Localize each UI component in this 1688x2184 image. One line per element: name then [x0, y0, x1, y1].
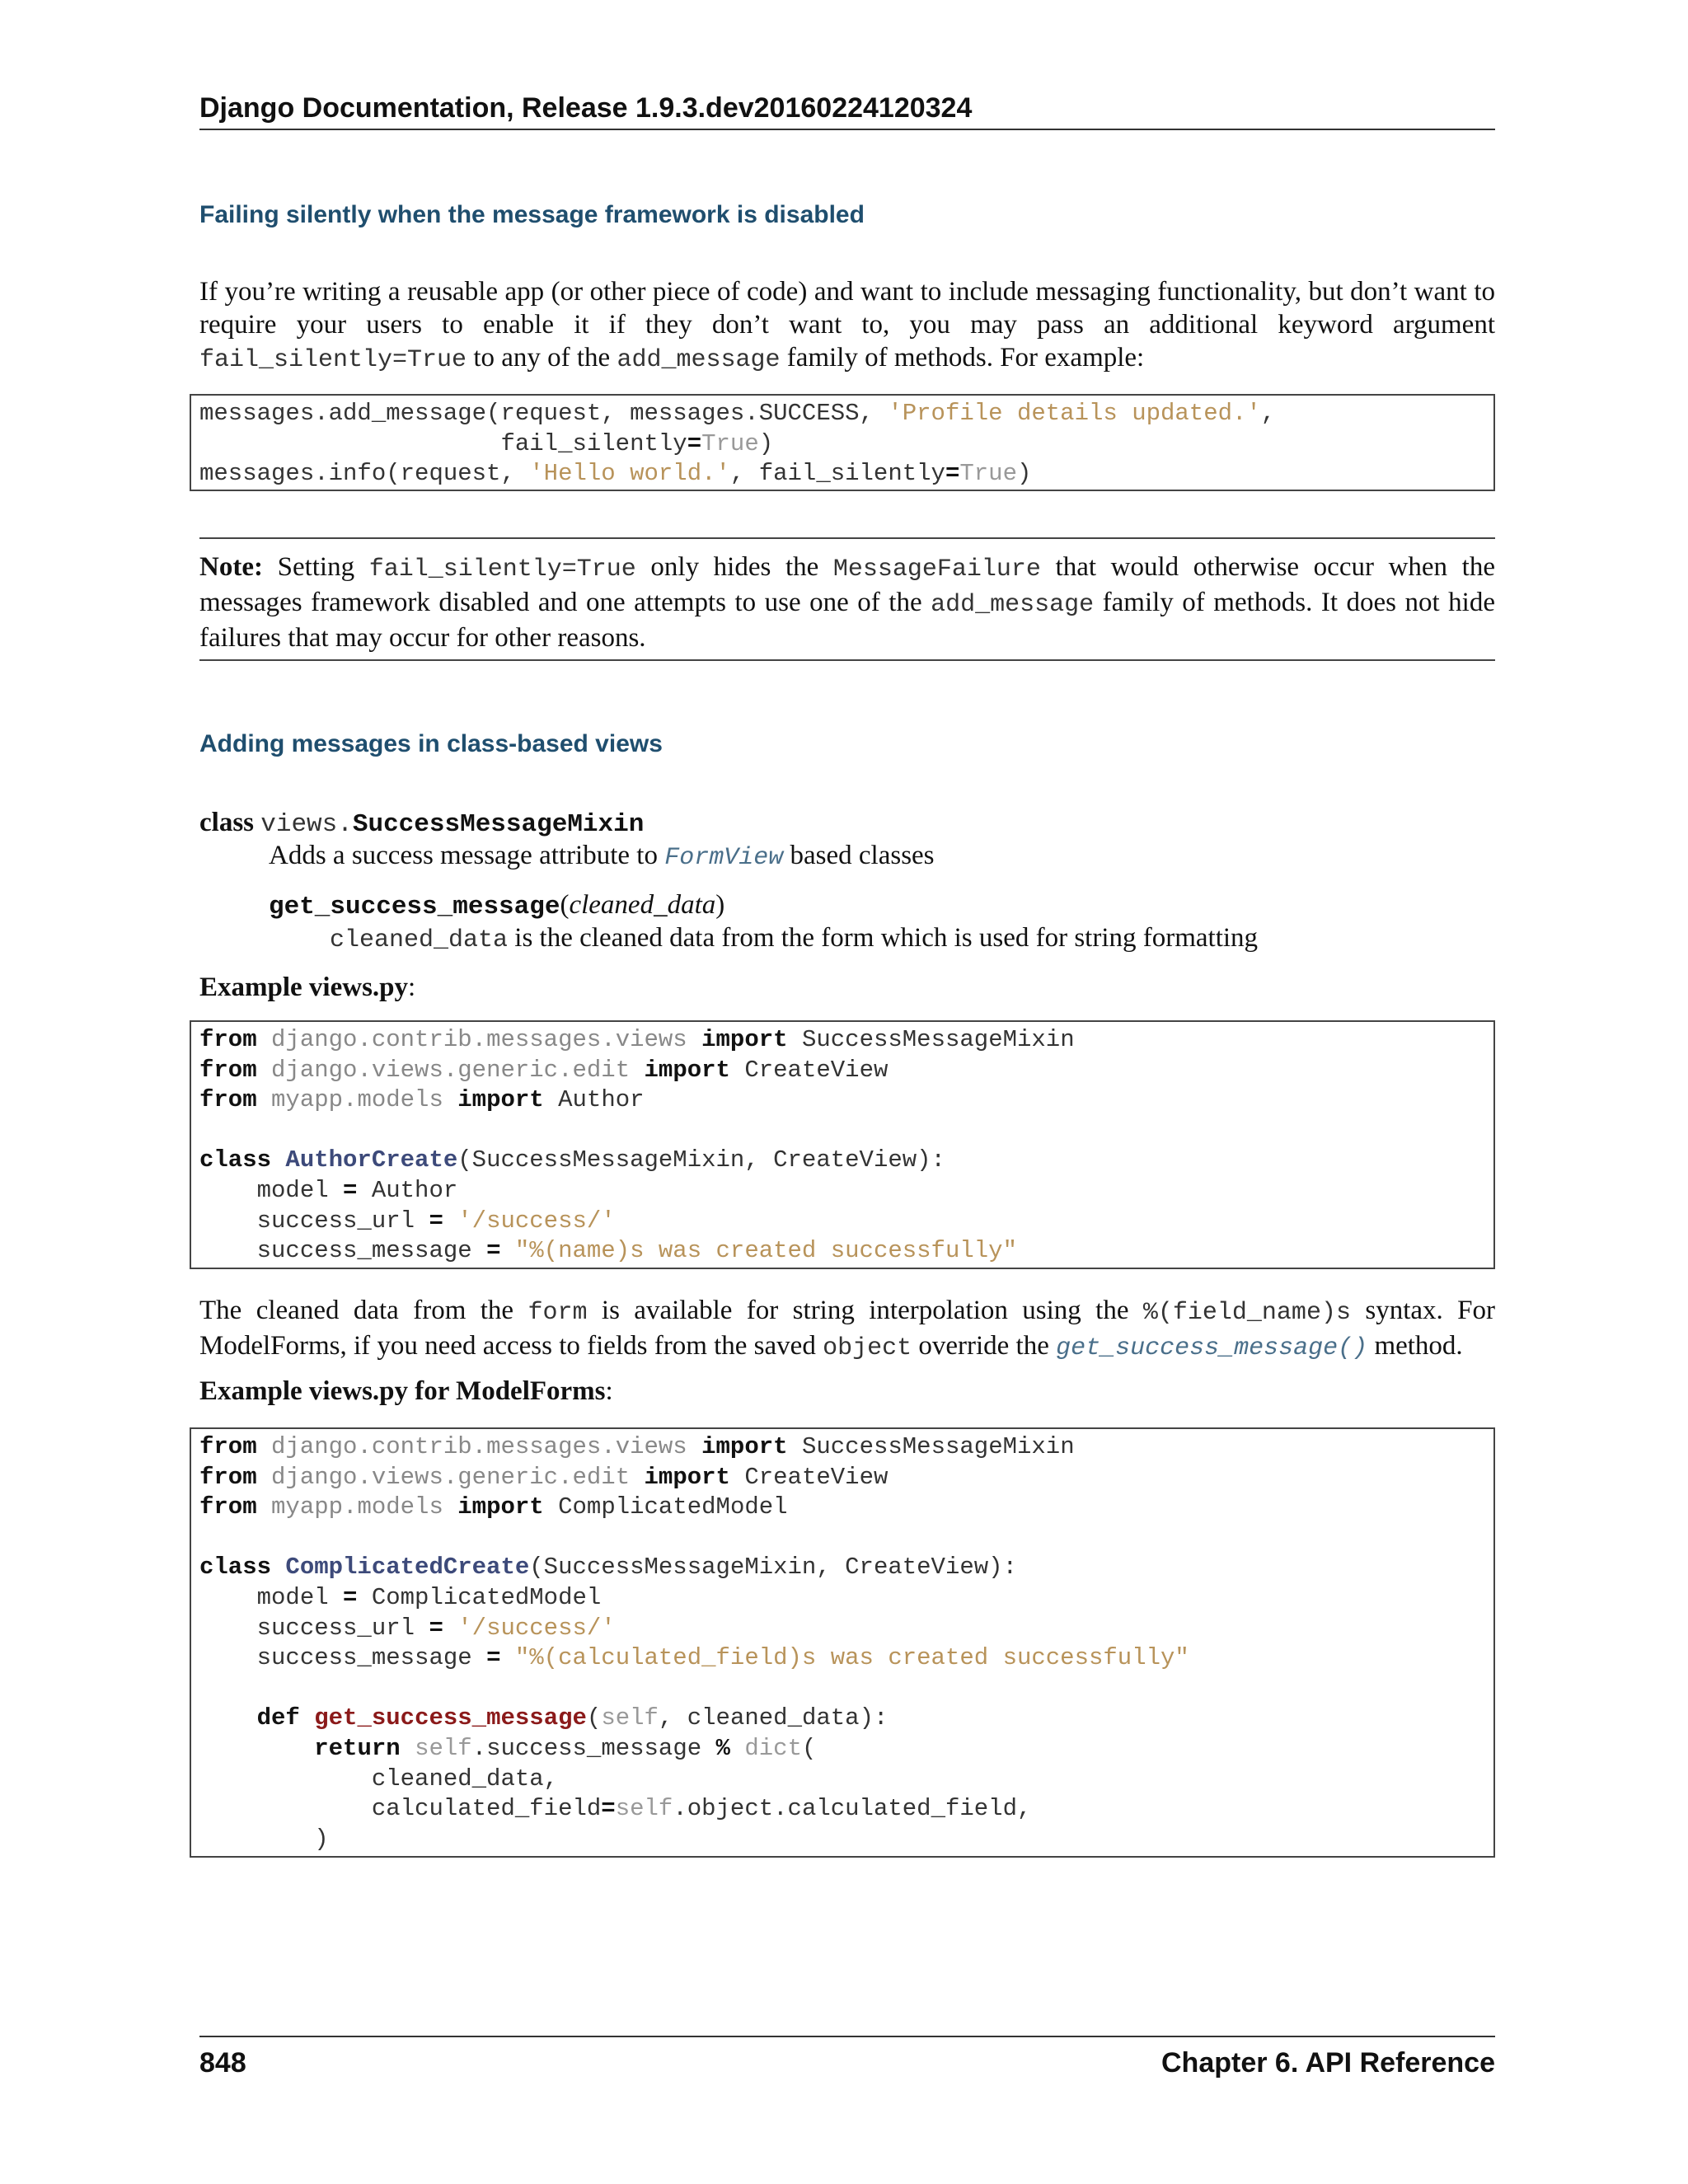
code-line: model = ComplicatedModel — [199, 1583, 602, 1611]
code-line: class AuthorCreate(SuccessMessageMixin, CreateView): — [199, 1146, 945, 1174]
code-line: success_message = "%(name)s was created successfully" — [199, 1237, 1017, 1265]
class-signature: class views.SuccessMessageMixin — [199, 808, 645, 839]
code-line: from django.contrib.messages.views import SuccessMessageMixin — [199, 1026, 1075, 1053]
code-block-complicated-create — [190, 1427, 1495, 1858]
code-line: ) — [199, 1825, 329, 1853]
code-line: from myapp.models import Author — [199, 1086, 645, 1114]
running-header — [199, 92, 1495, 130]
note-box — [199, 537, 1495, 661]
get-success-message-link[interactable]: get_success_message() — [1056, 1334, 1368, 1362]
section-heading-fail-silently: Failing silently when the message framework is disabled — [199, 201, 865, 228]
code-line: from django.views.generic.edit import CreateView — [199, 1463, 889, 1491]
chapter-title: Chapter 6. API Reference — [1161, 2047, 1495, 2079]
code-line: fail_silently=True) — [199, 429, 774, 457]
example1-label: Example views.py: — [199, 972, 416, 1002]
header-title: Django Documentation, Release 1.9.3.dev20160224120324 — [199, 92, 973, 124]
formview-link[interactable]: FormView — [664, 844, 784, 872]
code-line — [199, 1523, 1485, 1554]
class-description: Adds a success message attribute to FormView based classes — [269, 841, 935, 872]
interpolation-paragraph: The cleaned data from the form is available for string interpolation using the %(field_name)s syntax. For ModelForms, if you need access to fields from the saved object override the get_success_message() method. — [199, 1296, 1496, 1362]
code-line: from django.contrib.messages.views import SuccessMessageMixin — [199, 1433, 1075, 1460]
code-line: success_message = "%(calculated_field)s was created successfully" — [199, 1644, 1189, 1672]
code-line: success_url = '/success/' — [199, 1207, 616, 1235]
code-line: class ComplicatedCreate(SuccessMessageMixin, CreateView): — [199, 1554, 1017, 1582]
code-line: cleaned_data, — [199, 1765, 559, 1793]
code-line: def get_success_message(self, cleaned_data): — [256, 1704, 889, 1732]
method-description: cleaned_data is the cleaned data from the form which is used for string formatting — [330, 923, 1259, 954]
page-number: 848 — [199, 2047, 246, 2079]
method-signature: get_success_message(cleaned_data) — [269, 890, 725, 921]
code-line: model = Author — [199, 1176, 458, 1204]
note-text: Note: Setting fail_silently=True only hides the MessageFailure that would otherwise occur when the messages framework disabled and one attempts to use one of the add_message family of methods. It does not hide failures that may occur for other reasons. — [199, 552, 1496, 653]
code-line: messages.info(request, 'Hello world.', fail_silently=True) — [199, 460, 1032, 488]
section-heading-class-based-views: Adding messages in class-based views — [199, 730, 663, 757]
code-line: calculated_field=self.object.calculated_field, — [199, 1795, 1032, 1823]
running-footer — [199, 2036, 1495, 2079]
code-line — [199, 1674, 1485, 1704]
code-block-fail-silently — [190, 394, 1495, 491]
intro-paragraph: If you’re writing a reusable app (or other piece of code) and want to include messaging functionality, but don’t want to require your users to enable it if they don’t want to, you may pass an additional keyword argument fail_silently=True to any of the add_message family of methods. For example: — [199, 277, 1495, 374]
example2-label: Example views.py for ModelForms: — [199, 1376, 613, 1406]
code-line — [199, 1116, 1485, 1146]
note-label: Note: — [199, 552, 263, 582]
code-line: return self.success_message % dict( — [314, 1734, 817, 1762]
code-line: from myapp.models import ComplicatedModel — [199, 1493, 788, 1521]
code-line: messages.add_message(request, messages.SUCCESS, 'Profile details updated.', — [199, 400, 1276, 427]
code-block-author-create — [190, 1020, 1495, 1269]
code-line: success_url = '/success/' — [199, 1614, 616, 1642]
code-line: from django.views.generic.edit import CreateView — [199, 1056, 889, 1084]
